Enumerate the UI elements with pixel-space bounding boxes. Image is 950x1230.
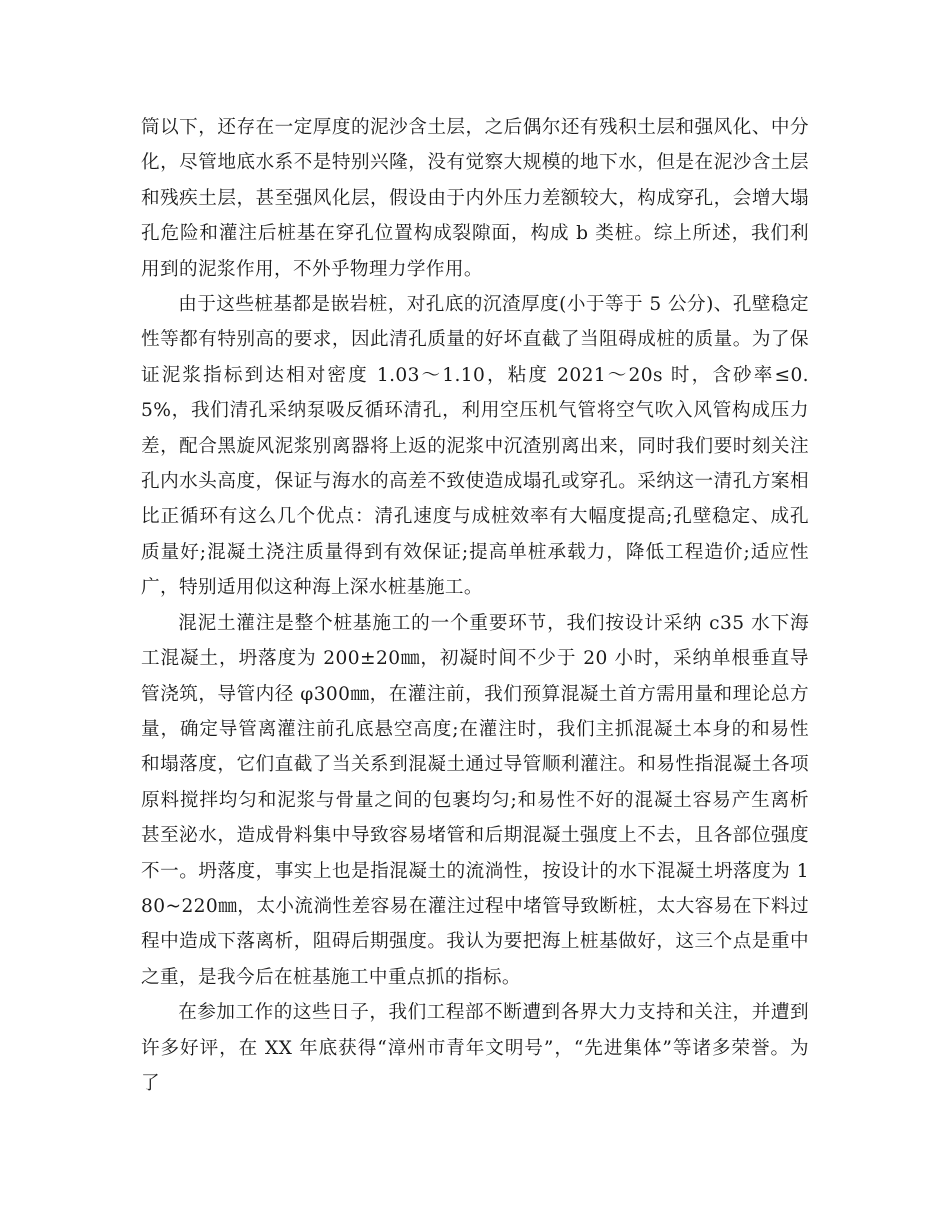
document-body	[141, 110, 809, 1101]
paragraph-continued: 筒以下，还存在一定厚度的泥沙含土层，之后偶尔还有残积土层和强风化、中分化，尽管地底水系不是特别兴隆，没有觉察大规模的地下水，但是在泥沙含土层和残疾土层，甚至强风化层，假设由于内外压力差额较大，构成穿孔，会增大塌孔危险和灌注后桩基在穿孔位置构成裂隙面，构成 b 类桩。综上所述，我们利用到的泥浆作用，不外乎物理力学作用。	[141, 117, 809, 280]
paragraph-concrete-pouring: 混泥土灌注是整个桩基施工的一个重要环节，我们按设计采纳 c35 水下海工混凝土，坍落度为 200±20㎜，初凝时间不少于 20 小时，采纳单根垂直导管浇筑，导管内径 φ300㎜，在灌注前，我们预算混凝土首方需用量和理论总方量，确定导管离灌注前孔底悬空高度;在灌注时，我们主抓混凝土本身的和易性和塌落度，它们直截了当关系到混凝土通过导管顺利灌注。和易性指混凝土各项原料搅拌均匀和泥浆与骨量之间的包裹均匀;和易性不好的混凝土容易产生离析甚至泌水，造成骨料集中导致容易堵管和后期混凝土强度上不去，且各部位强度不一。坍落度，事实上也是指混凝土的流淌性，按设计的水下混凝土坍落度为 180~220㎜，太小流淌性差容易在灌注过程中堵管导致断桩，太大容易在下料过程中造成下落离析，阻碍后期强度。我认为要把海上桩基做好，这三个点是重中之重，是我今后在桩基施工中重点抓的指标。	[141, 612, 809, 988]
paragraph-honors: 在参加工作的这些日子，我们工程部不断遭到各界大力支持和关注，并遭到许多好评，在 XX 年底获得“漳州市青年文明号”，“先进集体”等诸多荣誉。为了	[141, 1002, 809, 1094]
paragraph-hole-cleaning: 由于这些桩基都是嵌岩桩，对孔底的沉渣厚度(小于等于 5 公分)、孔壁稳定性等都有特别高的要求，因此清孔质量的好坏直截了当阻碍成桩的质量。为了保证泥浆指标到达相对密度 1.03～1.10，粘度 2021～20s 时，含砂率≤0.5%，我们清孔采纳泵吸反循环清孔，利用空压机气管将空气吹入风管构成压力差，配合黑旋风泥浆别离器将上返的泥浆中沉渣别离出来，同时我们要时刻关注孔内水头高度，保证与海水的高差不致使造成塌孔或穿孔。采纳这一清孔方案相比正循环有这么几个优点：清孔速度与成桩效率有大幅度提高;孔壁稳定、成孔质量好;混凝土浇注质量得到有效保证;提高单桩承载力，降低工程造价;适应性广，特别适用似这种海上深水桩基施工。	[141, 294, 809, 599]
